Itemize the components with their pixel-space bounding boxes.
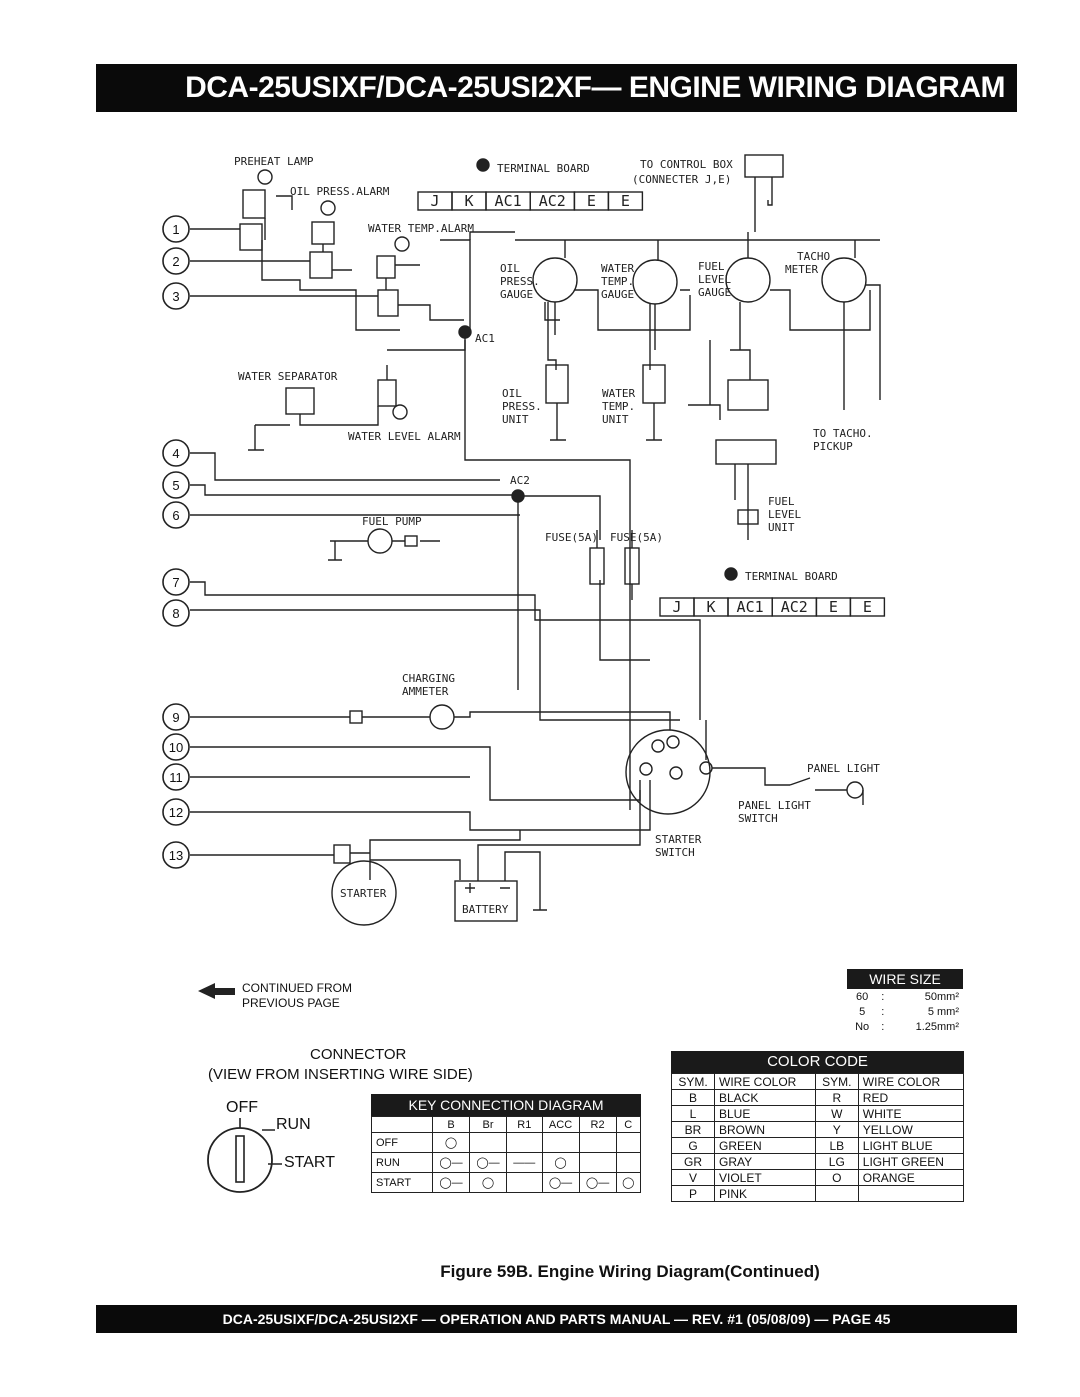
starter-switch [626, 730, 710, 814]
fuel-level-gauge-line2: LEVEL [698, 273, 732, 286]
terminal-cell-label: K [706, 598, 716, 616]
wire-size-cell: 5 mm² [927, 1005, 959, 1018]
key-start-label: START [284, 1154, 335, 1171]
key-node: ◯ [433, 1133, 470, 1153]
color-code-title: COLOR CODE [671, 1051, 964, 1073]
key-col-1: B [433, 1117, 470, 1133]
color-code-cell: ORANGE [858, 1170, 963, 1186]
wire-size-cell: 5 [859, 1005, 866, 1018]
oil-press-gauge-line3: GAUGE [500, 288, 534, 301]
charging-ammeter [430, 705, 454, 729]
page-title: DCA-25USIXF/DCA-25USI2XF— ENGINE WIRING DIAGRAM [96, 64, 1017, 112]
color-code-header-cell: WIRE COLOR [858, 1074, 963, 1090]
terminal-cell-label: AC1 [736, 598, 764, 616]
color-code-cell: B [672, 1090, 715, 1106]
terminal-cell-label: E [862, 598, 872, 616]
key-col-3: R1 [507, 1117, 543, 1133]
terminal-board-bottom [660, 598, 884, 616]
water-temp-unit [643, 365, 665, 403]
connector-number: 11 [169, 770, 183, 785]
key-node: ◯— [433, 1173, 470, 1193]
color-code-cell: O [815, 1170, 858, 1186]
color-code-cell: P [672, 1186, 715, 1202]
starter-label: STARTER [340, 887, 387, 900]
color-code-cell: GREEN [715, 1138, 816, 1154]
connector-numbers [163, 216, 189, 868]
color-code-cell: R [815, 1090, 858, 1106]
fuel-level-unit-line2: LEVEL [768, 508, 802, 521]
terminal-cell-label: K [464, 192, 474, 210]
panel-light-icon [847, 782, 863, 798]
continued-line1: CONTINUED FROM [242, 981, 352, 995]
color-code-table [671, 1073, 964, 1202]
starter-switch-line2: SWITCH [655, 846, 695, 859]
terminal-board-bottom-label: TERMINAL BOARD [745, 570, 838, 583]
color-code-cell [858, 1186, 963, 1202]
oil-press-gauge-line1: OIL [500, 262, 520, 275]
terminal-cell-label: J [430, 192, 440, 210]
water-separator [286, 388, 314, 414]
wire-size-box [847, 969, 963, 1034]
key-connection-title: KEY CONNECTION DIAGRAM [371, 1094, 641, 1116]
color-code-cell: V [672, 1170, 715, 1186]
connector-title-line2: (VIEW FROM INSERTING WIRE SIDE) [208, 1066, 473, 1083]
terminal-cell-label: J [672, 598, 682, 616]
oil-press-gauge-line2: PRESS. [500, 275, 540, 288]
connector-number: 12 [168, 805, 184, 820]
oil-press-unit [546, 365, 568, 403]
terminal-cell-label: E [828, 598, 838, 616]
key-row-run: RUN [372, 1153, 433, 1173]
water-temp-gauge-line1: WATER [601, 262, 635, 275]
water-level-alarm-icon [393, 405, 407, 419]
wire-size-table [847, 989, 963, 1034]
to-control-box-label: TO CONTROL BOX [640, 158, 733, 171]
preheat-lamp-label: PREHEAT LAMP [234, 155, 314, 168]
key-run-label: RUN [276, 1116, 311, 1133]
tacho-meter-line1: TACHO [797, 250, 831, 263]
fuel-level-gauge-line1: FUEL [698, 260, 725, 273]
color-code-cell: LB [815, 1138, 858, 1154]
key-node: ◯— [542, 1173, 579, 1193]
color-code-cell: RED [858, 1090, 963, 1106]
connector-number: 2 [172, 254, 180, 269]
ac2-label: AC2 [510, 474, 530, 487]
fuel-pump-label: FUEL PUMP [362, 515, 422, 528]
terminal-board-top-label: TERMINAL BOARD [497, 162, 590, 175]
key-col-4: ACC [542, 1117, 579, 1133]
wire-size-title: WIRE SIZE [847, 969, 963, 989]
key-connection-table: B Br R1 ACC R2 C OFF ◯ RUN ◯— ◯— —— ◯ START ◯— ◯ ◯— ◯— ◯ [371, 1116, 641, 1193]
fuel-pump [368, 529, 392, 553]
ac1-label: AC1 [475, 332, 495, 345]
color-code-cell: W [815, 1106, 858, 1122]
connector-number: 6 [172, 508, 180, 523]
connector-title-line1: CONNECTOR [310, 1046, 407, 1063]
charging-ammeter-line2: AMMETER [402, 685, 449, 698]
oil-press-unit-line2: PRESS. [502, 400, 542, 413]
water-level-alarm-label: WATER LEVEL ALARM [348, 430, 461, 443]
color-code-cell: PINK [715, 1186, 816, 1202]
fuse-2-label: FUSE(5A) [610, 531, 663, 544]
color-code-cell: VIOLET [715, 1170, 816, 1186]
color-code-cell: L [672, 1106, 715, 1122]
connector-number: 5 [172, 478, 180, 493]
oil-press-unit-line1: OIL [502, 387, 522, 400]
tacho-meter-line2: METER [785, 263, 819, 276]
wire-size-cell: : [881, 990, 885, 1003]
fuse-1 [590, 548, 604, 584]
terminal-cell-label: E [586, 192, 596, 210]
key-connection-diagram [371, 1094, 641, 1193]
terminal-cell-label: E [620, 192, 630, 210]
color-code-header-cell: SYM. [672, 1074, 715, 1090]
key-col-0 [372, 1117, 433, 1133]
preheat-lamp-icon [258, 170, 272, 184]
color-code-header-cell: SYM. [815, 1074, 858, 1090]
tacho-pickup-line1: TO TACHO. [813, 427, 873, 440]
color-code-cell: GR [672, 1154, 715, 1170]
terminal-board-icon [477, 159, 489, 171]
continued-arrow-icon [198, 983, 235, 999]
connector-number: 13 [168, 848, 184, 863]
water-temp-gauge-line2: TEMP. [601, 275, 635, 288]
starter-switch-line1: STARTER [655, 833, 702, 846]
key-col-5: R2 [579, 1117, 616, 1133]
terminal-board-top [418, 192, 642, 210]
color-code-cell: LG [815, 1154, 858, 1170]
key-node: ◯— [470, 1153, 507, 1173]
fuel-level-unit-line3: UNIT [768, 521, 795, 534]
wire-size-cell: 50mm² [924, 990, 959, 1003]
color-code-cell: GRAY [715, 1154, 816, 1170]
water-temp-unit-line2: TEMP. [602, 400, 636, 413]
fuel-level-gauge-line3: GAUGE [698, 286, 732, 299]
tacho-pickup-line2: PICKUP [813, 440, 853, 453]
charging-ammeter-line1: CHARGING [402, 672, 455, 685]
color-code-cell: WHITE [858, 1106, 963, 1122]
color-code-cell: BLACK [715, 1090, 816, 1106]
water-temp-alarm-label: WATER TEMP.ALARM [368, 222, 474, 235]
continued-line2: PREVIOUS PAGE [242, 996, 340, 1010]
fuel-level-unit-line1: FUEL [768, 495, 795, 508]
color-code-cell: YELLOW [858, 1122, 963, 1138]
color-code-cell: LIGHT BLUE [858, 1138, 963, 1154]
water-temp-alarm-icon [395, 237, 409, 251]
panel-light-switch-line1: PANEL LIGHT [738, 799, 811, 812]
water-separator-label: WATER SEPARATOR [238, 370, 338, 383]
panel-light-label: PANEL LIGHT [807, 762, 880, 775]
connector-number: 8 [172, 606, 180, 621]
color-code-header-cell: WIRE COLOR [715, 1074, 816, 1090]
connector-number: 7 [172, 575, 180, 590]
panel-light-switch-line2: SWITCH [738, 812, 778, 825]
key-node: ◯— [433, 1153, 470, 1173]
key-col-6: C [616, 1117, 640, 1133]
connecter-je-label: (CONNECTER J,E) [632, 173, 732, 186]
connector-number: 3 [172, 289, 180, 304]
wire-size-cell: No [855, 1020, 870, 1033]
color-code-cell: BLUE [715, 1106, 816, 1122]
key-off-label: OFF [226, 1099, 258, 1116]
key-row-off: OFF [372, 1133, 433, 1153]
water-temp-unit-line1: WATER [602, 387, 636, 400]
oil-press-unit-line3: UNIT [502, 413, 529, 426]
key-col-2: Br [470, 1117, 507, 1133]
terminal-cell-label: AC2 [538, 192, 566, 210]
connector-number: 4 [172, 446, 180, 461]
figure-caption: Figure 59B. Engine Wiring Diagram(Continued) [440, 1262, 820, 1281]
color-code-cell: G [672, 1138, 715, 1154]
connector-number: 9 [172, 710, 180, 725]
color-code-cell: LIGHT GREEN [858, 1154, 963, 1170]
fuse-2 [625, 548, 639, 584]
oil-press-alarm-label: OIL PRESS.ALARM [290, 185, 390, 198]
wire-size-cell: 1.25mm² [915, 1020, 959, 1033]
water-temp-unit-line3: UNIT [602, 413, 629, 426]
color-code-box [671, 1051, 964, 1202]
wire-size-cell: : [881, 1020, 885, 1033]
water-temp-gauge-line3: GAUGE [601, 288, 635, 301]
key-node: ◯ [470, 1173, 507, 1193]
oil-press-alarm-icon [321, 201, 335, 215]
page-footer: DCA-25USIXF/DCA-25USI2XF — OPERATION AND PARTS MANUAL — REV. #1 (05/08/09) — PAGE 45 [96, 1305, 1017, 1333]
color-code-cell: Y [815, 1122, 858, 1138]
connector-number: 10 [168, 740, 184, 755]
battery-label: BATTERY [462, 903, 509, 916]
color-code-cell: BROWN [715, 1122, 816, 1138]
terminal-cell-label: AC2 [780, 598, 808, 616]
connector-number: 1 [172, 222, 180, 237]
color-code-cell [815, 1186, 858, 1202]
key-node: ◯— [579, 1173, 616, 1193]
wire-size-cell: : [881, 1005, 885, 1018]
fuse-1-label: FUSE(5A) [545, 531, 598, 544]
terminal-cell-label: AC1 [494, 192, 522, 210]
wire-size-cell: 60 [856, 990, 869, 1003]
key-row-start: START [372, 1173, 433, 1193]
color-code-cell: BR [672, 1122, 715, 1138]
key-node: ◯ [542, 1153, 579, 1173]
key-node: ◯ [616, 1173, 640, 1193]
